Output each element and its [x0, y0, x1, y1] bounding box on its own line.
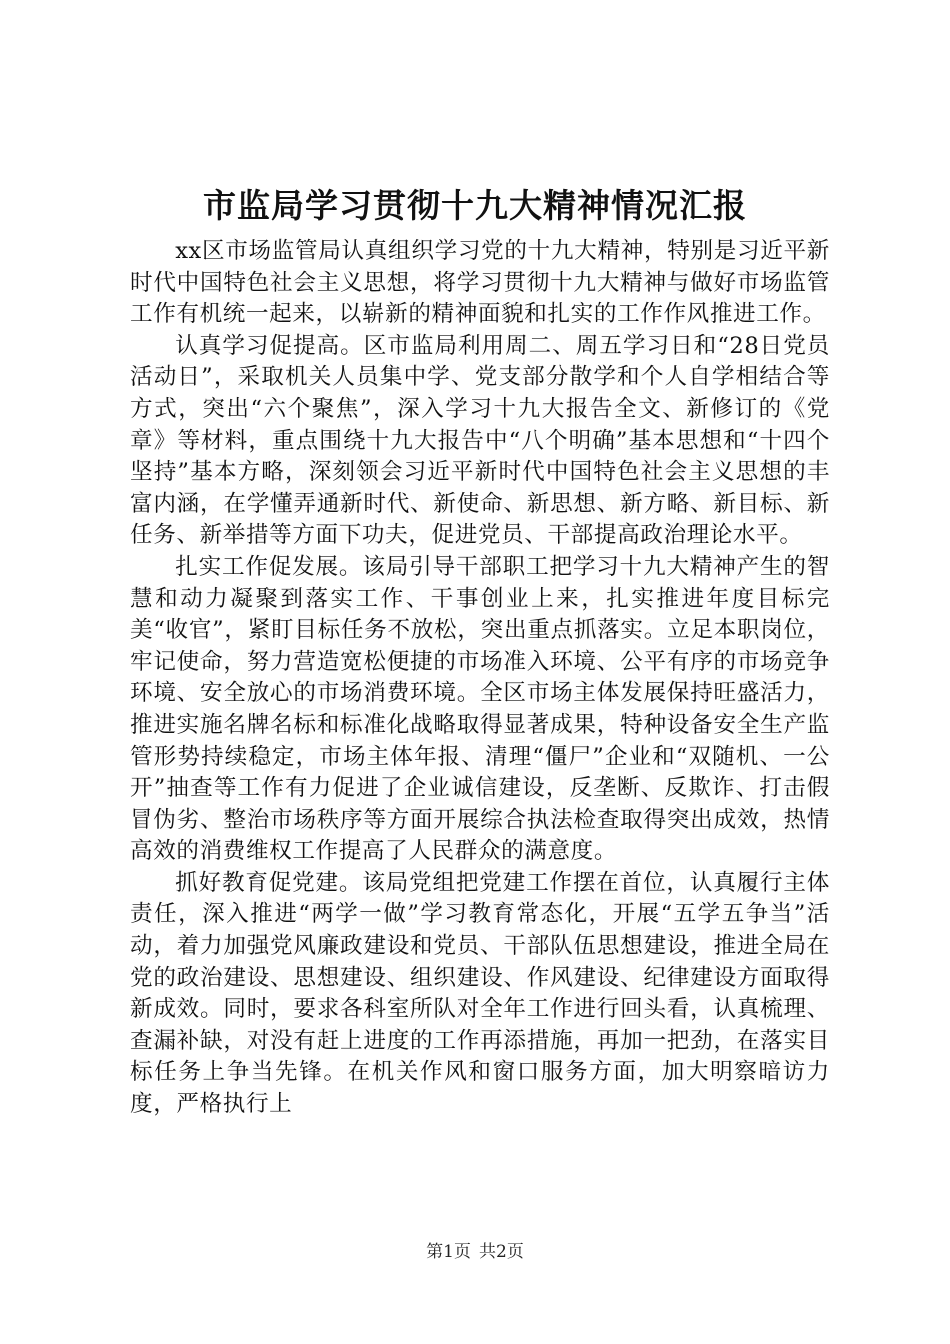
paragraph-party-building: 抓好教育促党建。该局党组把党建工作摆在首位，认真履行主体责任，深入推进“两学一做”学习教育常态化，开展“五学五争当”活动，着力加强党风廉政建设和党员、干部队伍思想建设，推进全局在党的政治建设、思想建设、组织建设、作风建设、纪律建设方面取得新成效。同时，要求各科室所队对全年工作进行回头看，认真梳理、查漏补缺，对没有赶上进度的工作再添措施，再加一把劲，在落实目标任务上争当先锋。在机关作风和窗口服务方面，加大明察暗访力度，严格执行上	[130, 869, 830, 1118]
page-number-current: 第1页	[426, 1242, 471, 1262]
page-number-total: 共2页	[479, 1242, 524, 1262]
paragraph-study: 认真学习促提高。区市监局利用周二、周五学习日和“28日党员活动日”，采取机关人员集中学、党支部分散学和个人自学相结合等方式，突出“六个聚焦”，深入学习十九大报告全文、新修订的《党章》等材料，重点围绕十九大报告中“八个明确”基本思想和“十四个坚持”基本方略，深刻领会习近平新时代中国特色社会主义思想的丰富内涵，在学懂弄通新时代、新使命、新思想、新方略、新目标、新任务、新举措等方面下功夫，促进党员、干部提高政治理论水平。	[130, 332, 830, 549]
paragraph-work: 扎实工作促发展。该局引导干部职工把学习十九大精神产生的智慧和动力凝聚到落实工作、干事创业上来，扎实推进年度目标完美“收官”，紧盯目标任务不放松，突出重点抓落实。立足本职岗位，牢记使命，努力营造宽松便捷的市场准入环境、公平有序的市场竞争环境、安全放心的市场消费环境。全区市场主体发展保持旺盛活力，推进实施名牌名标和标准化战略取得显著成果，特种设备安全生产监管形势持续稳定，市场主体年报、清理“僵尸”企业和“双随机、一公开”抽查等工作有力促进了企业诚信建设，反垄断、反欺诈、打击假冒伪劣、整治市场秩序等方面开展综合执法检查取得突出成效，热情高效的消费维权工作提高了人民群众的满意度。	[130, 553, 830, 865]
page-footer	[0, 1241, 950, 1263]
paragraph-intro: xx区市场监管局认真组织学习党的十九大精神，特别是习近平新时代中国特色社会主义思想，将学习贯彻十九大精神与做好市场监管工作有机统一起来，以崭新的精神面貌和扎实的工作作风推进工作。	[130, 238, 830, 328]
document-title: 市监局学习贯彻十九大精神情况汇报	[203, 186, 747, 225]
document-body	[130, 236, 830, 1121]
